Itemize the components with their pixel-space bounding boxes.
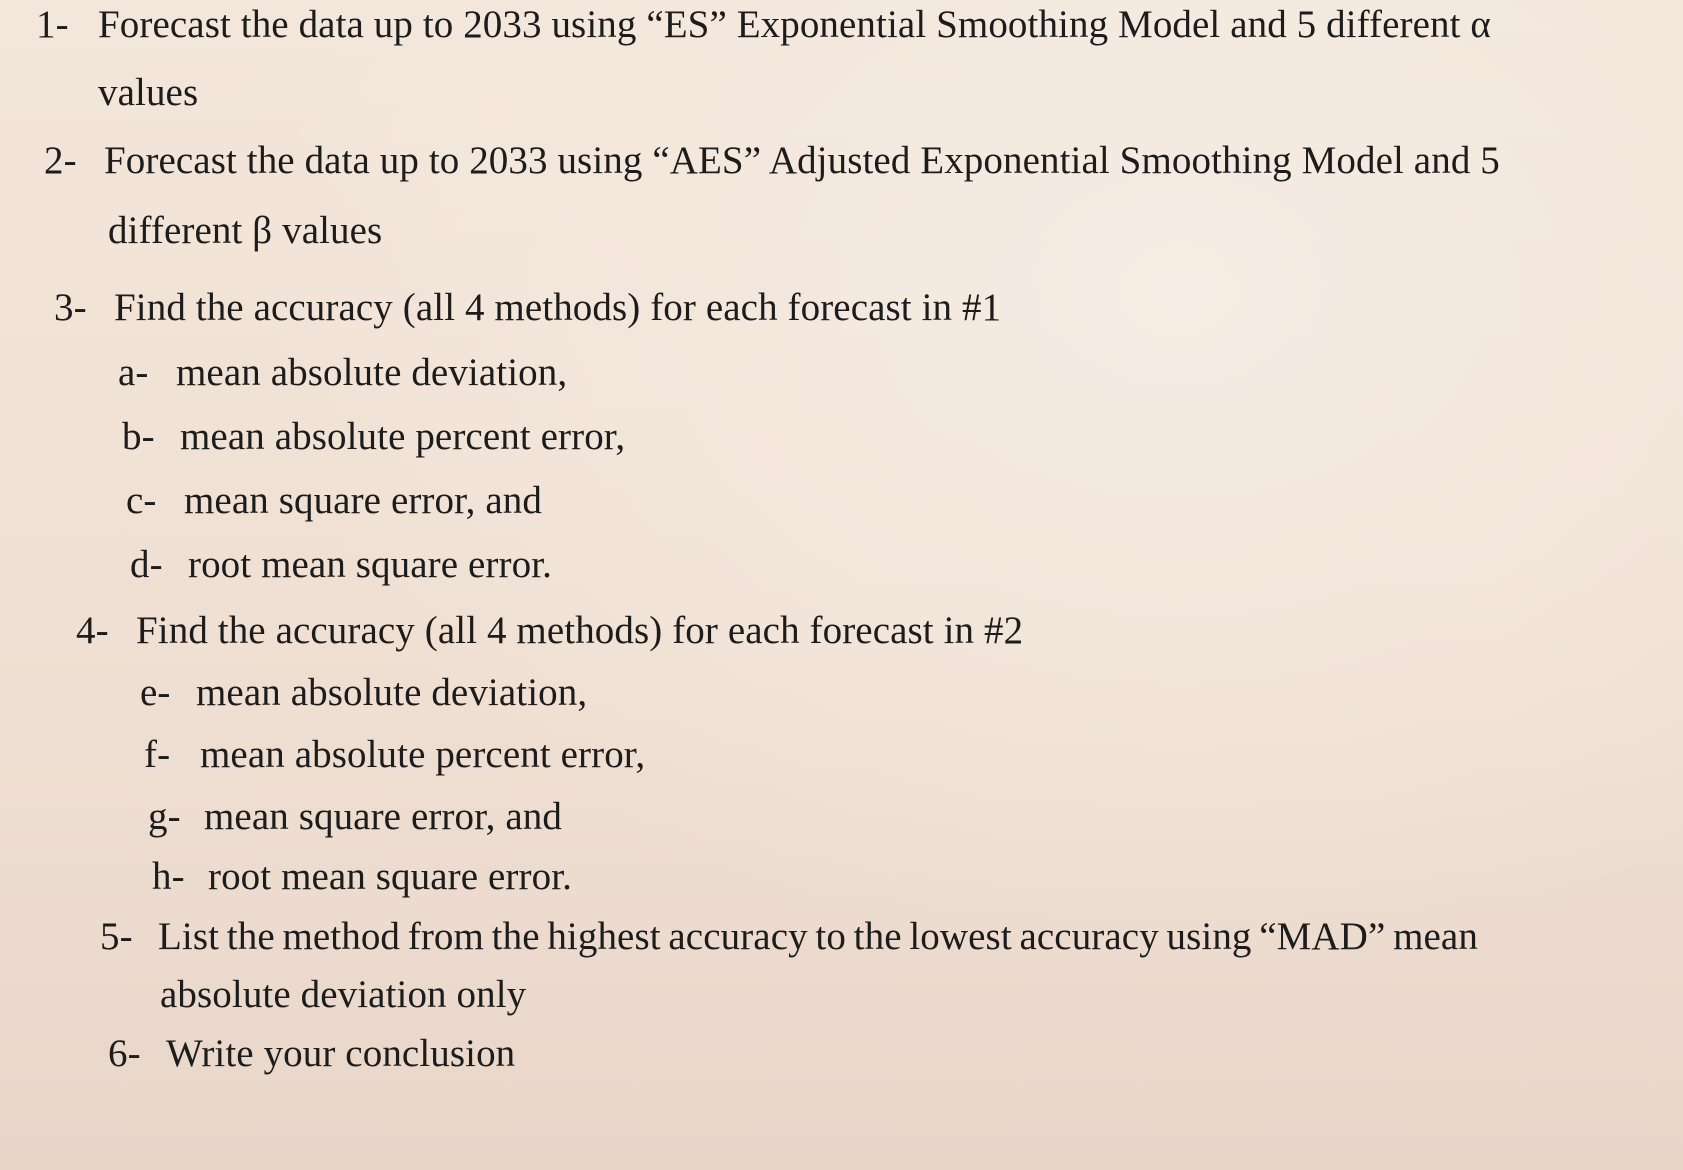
sub-letter: a- [118, 351, 149, 394]
list-number: 5- [100, 915, 133, 958]
list-item-4 [76, 608, 1023, 654]
word: List [158, 915, 220, 958]
list-item-5-continuation: absolute deviation only [160, 973, 527, 1016]
list-item-1-continuation: values [98, 71, 199, 114]
word: from [407, 915, 484, 958]
list-item-6 [108, 1031, 515, 1077]
sub-text: mean absolute percent error, [180, 415, 626, 458]
list-item-5 [100, 914, 1478, 960]
word: the [226, 915, 275, 958]
list-number: 1- [36, 3, 69, 46]
sub-item-c [126, 478, 542, 524]
word: using [1166, 915, 1252, 958]
list-text: Find the accuracy (all 4 methods) for each forecast in #2 [136, 609, 1024, 652]
word: the [853, 915, 902, 958]
sub-letter: f- [144, 733, 171, 776]
sub-letter: g- [148, 795, 181, 838]
list-number: 2- [44, 139, 77, 182]
list-text [158, 914, 1478, 960]
sub-letter: b- [122, 415, 155, 458]
sub-text: mean absolute deviation, [176, 351, 568, 394]
word: “MAD” [1259, 915, 1386, 958]
word: mean [1393, 915, 1478, 958]
word: lowest [909, 915, 1012, 958]
list-text: Find the accuracy (all 4 methods) for each forecast in #1 [114, 286, 1002, 329]
sub-item-a [118, 350, 567, 396]
list-number: 4- [76, 609, 109, 652]
sub-text: root mean square error. [208, 855, 572, 898]
word: the [491, 915, 540, 958]
sub-item-e [140, 670, 587, 716]
word: accuracy [1019, 915, 1159, 958]
sub-item-h [152, 854, 572, 900]
sub-item-g [148, 794, 562, 840]
list-item-2 [44, 138, 1500, 184]
sub-letter: h- [152, 855, 185, 898]
list-number: 3- [54, 286, 87, 329]
word: accuracy [668, 915, 808, 958]
sub-item-d [130, 542, 552, 588]
list-number: 6- [108, 1032, 141, 1075]
sub-text: mean absolute deviation, [196, 671, 588, 714]
sub-text: mean absolute percent error, [200, 733, 646, 776]
sub-letter: d- [130, 543, 163, 586]
list-item-3 [54, 285, 1001, 331]
list-text: Forecast the data up to 2033 using “ES” Exponential Smoothing Model and 5 different α [98, 3, 1491, 46]
list-item-2-continuation: different β values [108, 209, 383, 252]
sub-text: mean square error, and [184, 479, 542, 522]
sub-item-f [144, 732, 645, 778]
sub-letter: e- [140, 671, 171, 714]
word: method [282, 915, 401, 958]
list-item-1 [36, 2, 1491, 48]
list-text: Write your conclusion [166, 1032, 516, 1075]
word: highest [547, 915, 661, 958]
word: to [815, 915, 846, 958]
sub-text: root mean square error. [188, 543, 552, 586]
sub-item-b [122, 414, 625, 460]
sub-text: mean square error, and [204, 795, 562, 838]
list-text: Forecast the data up to 2033 using “AES” Adjusted Exponential Smoothing Model and 5 [104, 139, 1500, 182]
sub-letter: c- [126, 479, 157, 522]
